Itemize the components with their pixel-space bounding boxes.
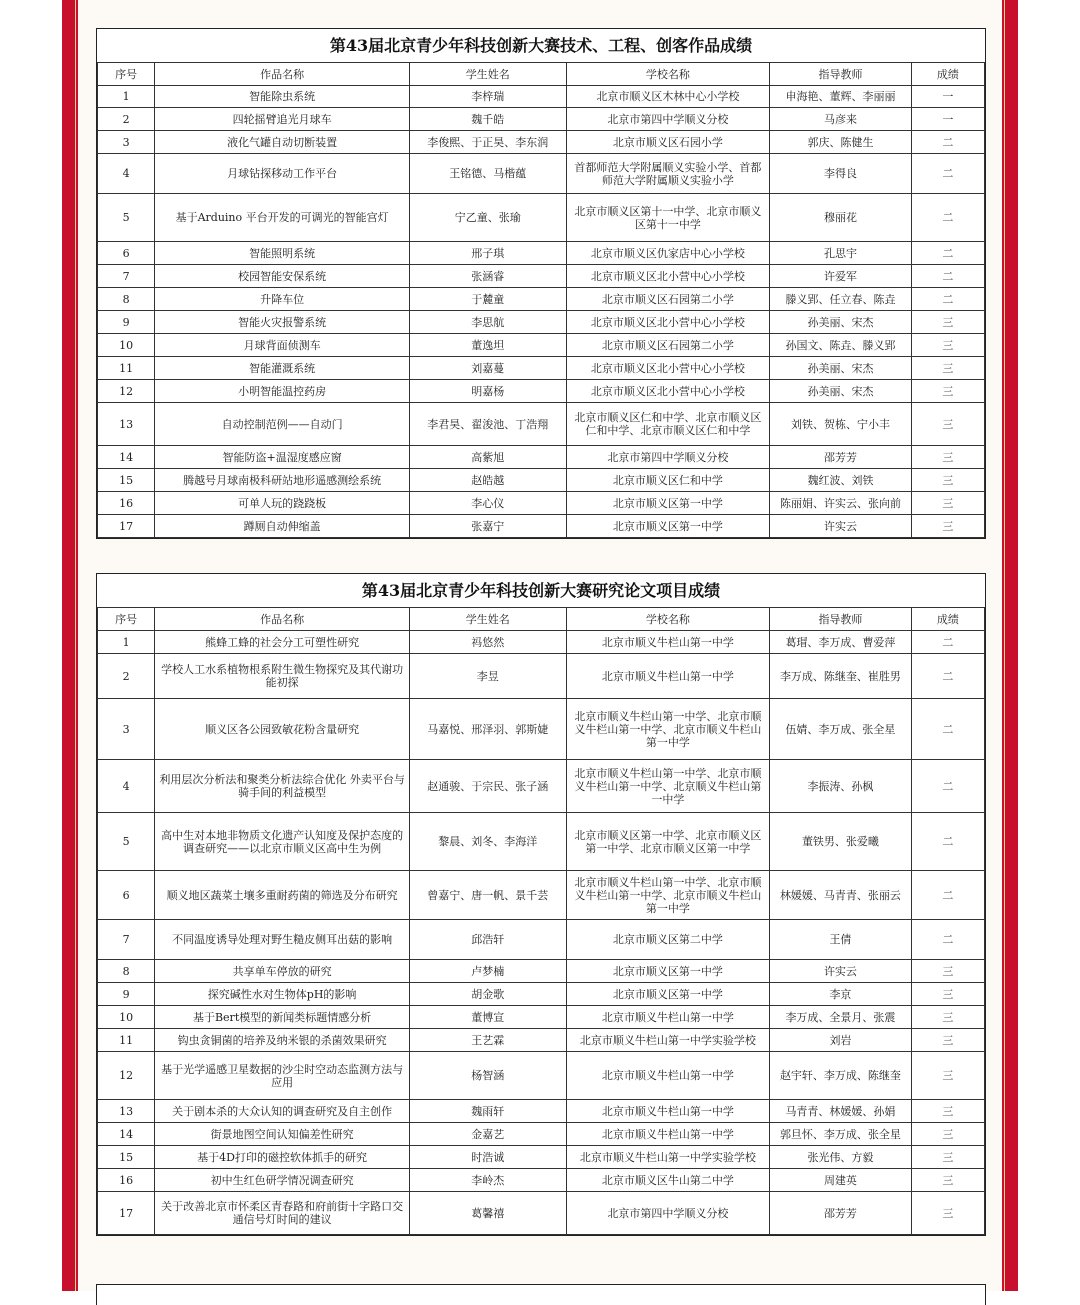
cell-student: 张涵睿 [410, 265, 567, 288]
cell-work-name: 熊蜂工蜂的社会分工可塑性研究 [155, 631, 410, 654]
cell-school: 北京市顺义牛栏山第一中学 [566, 631, 770, 654]
table-title: 第43届北京青少年科技创新大赛研究论文项目成绩 [98, 574, 985, 608]
table-row [98, 357, 985, 380]
cell-school: 北京市顺义牛栏山第一中学、北京市顺义牛栏山第一中学、北京市顺义牛栏山第一中学 [566, 699, 770, 760]
table-row [98, 1100, 985, 1123]
cell-student: 黎晨、刘冬、李海洋 [410, 813, 567, 871]
cell-student: 赵皓越 [410, 469, 567, 492]
cell-work-name: 基于光学遥感卫星数据的沙尘时空动态监测方法与应用 [155, 1052, 410, 1100]
cell-student: 宁乙童、张瑜 [410, 194, 567, 242]
cell-index: 2 [98, 654, 155, 699]
cell-index: 9 [98, 983, 155, 1006]
cell-student: 李心仪 [410, 492, 567, 515]
cell-work-name: 蹲厕自动伸缩盖 [155, 515, 410, 538]
cell-school: 北京市顺义区北小营中心小学校 [566, 311, 770, 334]
cell-school: 北京市顺义区第一中学 [566, 960, 770, 983]
cell-work-name: 初中生红色研学情况调查研究 [155, 1169, 410, 1192]
cell-school: 北京市第四中学顺义分校 [566, 108, 770, 131]
cell-school: 北京市顺义区北小营中心小学校 [566, 380, 770, 403]
cell-index: 7 [98, 265, 155, 288]
tech-engineering-results-table [96, 28, 986, 539]
cell-work-name: 基于Arduino 平台开发的可调光的智能宫灯 [155, 194, 410, 242]
cell-work-name: 智能防盗+温湿度感应窗 [155, 446, 410, 469]
cell-work-name: 高中生对本地非物质文化遗产认知度及保护态度的调查研究——以北京市顺义区高中生为例 [155, 813, 410, 871]
cell-school: 北京市顺义牛栏山第一中学 [566, 1006, 770, 1029]
left-red-border [62, 0, 78, 1291]
cell-school: 北京市顺义区牛山第二中学 [566, 1169, 770, 1192]
cell-school: 北京市第四中学顺义分校 [566, 446, 770, 469]
cell-work-name: 钩虫贪铜菌的培养及纳米银的杀菌效果研究 [155, 1029, 410, 1052]
cell-school: 北京市顺义区仇家店中心小学校 [566, 242, 770, 265]
cell-student: 杨智涵 [410, 1052, 567, 1100]
cell-index: 10 [98, 334, 155, 357]
cell-work-name: 学校人工水系植物根系附生微生物探究及其代谢功能初探 [155, 654, 410, 699]
cell-index: 14 [98, 1123, 155, 1146]
cell-teacher: 刘铁、贺栋、宁小丰 [770, 403, 911, 446]
cell-student: 李君昊、翟浚池、丁浩翔 [410, 403, 567, 446]
cell-teacher: 许爱军 [770, 265, 911, 288]
cell-teacher: 郭旦怀、李万成、张全星 [770, 1123, 911, 1146]
cell-teacher: 孙美丽、宋杰 [770, 311, 911, 334]
cell-grade: 二 [911, 154, 984, 194]
cell-grade: 二 [911, 131, 984, 154]
cell-grade: 三 [911, 983, 984, 1006]
cell-index: 6 [98, 242, 155, 265]
cell-work-name: 共享单车停放的研究 [155, 960, 410, 983]
research-paper-results-table [96, 573, 986, 1236]
cell-index: 15 [98, 469, 155, 492]
cell-grade: 二 [911, 265, 984, 288]
cell-school: 北京市顺义牛栏山第一中学 [566, 1123, 770, 1146]
cell-student: 卢梦楠 [410, 960, 567, 983]
col-header-teacher: 指导教师 [770, 63, 911, 86]
cell-school: 北京市顺义区第二中学 [566, 920, 770, 960]
cell-student: 葛馨禧 [410, 1192, 567, 1235]
cell-school: 北京市顺义区第一中学 [566, 492, 770, 515]
cell-work-name: 液化气罐自动切断装置 [155, 131, 410, 154]
cell-work-name: 基于Bert模型的新闻类标题情感分析 [155, 1006, 410, 1029]
cell-grade: 三 [911, 446, 984, 469]
cell-index: 7 [98, 920, 155, 960]
cell-teacher: 邵芳芳 [770, 446, 911, 469]
cell-student: 明嘉杨 [410, 380, 567, 403]
table-row [98, 311, 985, 334]
cell-teacher: 陈丽娟、许实云、张向前 [770, 492, 911, 515]
cell-school: 北京市顺义牛栏山第一中学 [566, 1052, 770, 1100]
col-header-school: 学校名称 [566, 608, 770, 631]
cell-grade: 三 [911, 334, 984, 357]
cell-work-name: 可单人玩的跷跷板 [155, 492, 410, 515]
col-header-index: 序号 [98, 608, 155, 631]
table-row [98, 242, 985, 265]
cell-work-name: 智能灌溉系统 [155, 357, 410, 380]
cell-school: 北京市顺义区第一中学、北京市顺义区第一中学、北京市顺义区第一中学 [566, 813, 770, 871]
header-row [98, 608, 985, 631]
cell-work-name: 腾越号月球南极科研站地形遥感测绘系统 [155, 469, 410, 492]
cell-index: 13 [98, 403, 155, 446]
cell-teacher: 张光伟、方毅 [770, 1146, 911, 1169]
col-header-student: 学生姓名 [410, 63, 567, 86]
cell-grade: 二 [911, 654, 984, 699]
cell-student: 马嘉悦、邢泽羽、郭斯婕 [410, 699, 567, 760]
table-row [98, 1146, 985, 1169]
cell-student: 李俊熙、于正昊、李东润 [410, 131, 567, 154]
table-row [98, 265, 985, 288]
cell-teacher: 赵宇轩、李万成、陈继奎 [770, 1052, 911, 1100]
col-header-teacher: 指导教师 [770, 608, 911, 631]
cell-index: 4 [98, 760, 155, 813]
cell-work-name: 顺义地区蔬菜土壤多重耐药菌的筛选及分布研究 [155, 871, 410, 920]
cell-work-name: 升降车位 [155, 288, 410, 311]
cell-teacher: 林媛媛、马青青、张丽云 [770, 871, 911, 920]
table-row [98, 960, 985, 983]
cell-school: 北京市顺义区北小营中心小学校 [566, 265, 770, 288]
table-row [98, 194, 985, 242]
cell-school: 北京市顺义区石园第二小学 [566, 288, 770, 311]
cell-index: 12 [98, 380, 155, 403]
cell-teacher: 穆丽花 [770, 194, 911, 242]
cell-index: 16 [98, 1169, 155, 1192]
cell-index: 2 [98, 108, 155, 131]
cell-teacher: 董铁男、张爱曦 [770, 813, 911, 871]
cell-work-name: 关于剧本杀的大众认知的调查研究及自主创作 [155, 1100, 410, 1123]
cell-teacher: 孙国文、陈垚、滕义郢 [770, 334, 911, 357]
cell-grade: 三 [911, 311, 984, 334]
cell-teacher: 孙美丽、宋杰 [770, 380, 911, 403]
cell-work-name: 基于4D打印的磁控软体抓手的研究 [155, 1146, 410, 1169]
table-row [98, 515, 985, 538]
col-header-work: 作品名称 [155, 63, 410, 86]
cell-index: 11 [98, 357, 155, 380]
cell-student: 李昱 [410, 654, 567, 699]
cell-index: 16 [98, 492, 155, 515]
cell-work-name: 顺义区各公园致敏花粉含量研究 [155, 699, 410, 760]
cell-teacher: 孔思宇 [770, 242, 911, 265]
results-table-1 [97, 29, 985, 538]
cell-grade: 三 [911, 380, 984, 403]
cell-school: 北京市顺义牛栏山第一中学实验学校 [566, 1029, 770, 1052]
cell-grade: 三 [911, 1100, 984, 1123]
table-row [98, 492, 985, 515]
table-row [98, 86, 985, 108]
table-row [98, 1029, 985, 1052]
cell-work-name: 月球背面侦测车 [155, 334, 410, 357]
table-row [98, 983, 985, 1006]
cell-student: 邱浩轩 [410, 920, 567, 960]
cell-grade: 三 [911, 492, 984, 515]
cell-teacher: 郭庆、陈健生 [770, 131, 911, 154]
cell-index: 17 [98, 515, 155, 538]
cell-student: 李岭杰 [410, 1169, 567, 1192]
cell-grade: 三 [911, 469, 984, 492]
cell-index: 14 [98, 446, 155, 469]
table-row [98, 131, 985, 154]
cell-work-name: 智能照明系统 [155, 242, 410, 265]
cell-student: 曾嘉宁、唐一帆、景千芸 [410, 871, 567, 920]
table-row [98, 699, 985, 760]
cell-teacher: 魏红波、刘铁 [770, 469, 911, 492]
cell-grade: 一 [911, 108, 984, 131]
cell-teacher: 刘岩 [770, 1029, 911, 1052]
cell-grade: 二 [911, 194, 984, 242]
cell-index: 13 [98, 1100, 155, 1123]
cell-student: 李思航 [410, 311, 567, 334]
cell-teacher: 申海艳、董辉、李丽丽 [770, 86, 911, 108]
cell-student: 金嘉艺 [410, 1123, 567, 1146]
cell-index: 1 [98, 631, 155, 654]
cell-work-name: 智能火灾报警系统 [155, 311, 410, 334]
cell-grade: 三 [911, 357, 984, 380]
cell-school: 北京市顺义区仁和中学、北京市顺义区仁和中学、北京市顺义区仁和中学 [566, 403, 770, 446]
cell-index: 3 [98, 699, 155, 760]
cell-index: 9 [98, 311, 155, 334]
table-row [98, 813, 985, 871]
cell-grade: 二 [911, 920, 984, 960]
cell-student: 董博宣 [410, 1006, 567, 1029]
cell-student: 赵通骏、于宗民、张子涵 [410, 760, 567, 813]
cell-student: 邢子琪 [410, 242, 567, 265]
cell-grade: 三 [911, 1006, 984, 1029]
cell-work-name: 小明智能温控药房 [155, 380, 410, 403]
cell-student: 王铭德、马楷蕴 [410, 154, 567, 194]
cell-teacher: 许实云 [770, 960, 911, 983]
cell-teacher: 马彦来 [770, 108, 911, 131]
cell-work-name: 不同温度诱导处理对野生糙皮侧耳出菇的影响 [155, 920, 410, 960]
right-red-border [1002, 0, 1018, 1291]
cell-work-name: 街景地图空间认知偏差性研究 [155, 1123, 410, 1146]
cell-student: 董逸坦 [410, 334, 567, 357]
cell-school: 首都师范大学附属顺义实验小学、首都师范大学附属顺义实验小学 [566, 154, 770, 194]
cell-work-name: 自动控制范例——自动门 [155, 403, 410, 446]
cell-work-name: 利用层次分析法和聚类分析法综合优化 外卖平台与骑手间的利益模型 [155, 760, 410, 813]
table-title: 第43届北京青少年科技创新大赛技术、工程、创客作品成绩 [98, 29, 985, 63]
cell-school: 北京市顺义牛栏山第一中学 [566, 1100, 770, 1123]
cell-index: 3 [98, 131, 155, 154]
cell-index: 8 [98, 960, 155, 983]
cell-grade: 三 [911, 1192, 984, 1235]
cell-teacher: 伍婧、李万成、张全星 [770, 699, 911, 760]
cell-grade: 二 [911, 631, 984, 654]
cell-student: 王艺霖 [410, 1029, 567, 1052]
table-row [98, 1123, 985, 1146]
cell-teacher: 周建英 [770, 1169, 911, 1192]
cell-student: 魏雨轩 [410, 1100, 567, 1123]
cell-grade: 三 [911, 1029, 984, 1052]
cell-grade: 三 [911, 1169, 984, 1192]
results-table-2 [97, 574, 985, 1235]
cell-student: 时浩诚 [410, 1146, 567, 1169]
cell-grade: 二 [911, 242, 984, 265]
cell-school: 北京市顺义区石园第二小学 [566, 334, 770, 357]
cell-teacher: 孙美丽、宋杰 [770, 357, 911, 380]
cell-school: 北京市顺义牛栏山第一中学 [566, 654, 770, 699]
cell-work-name: 月球钻探移动工作平台 [155, 154, 410, 194]
cell-index: 15 [98, 1146, 155, 1169]
table-row [98, 654, 985, 699]
cell-index: 4 [98, 154, 155, 194]
cell-index: 6 [98, 871, 155, 920]
cell-school: 北京市顺义牛栏山第一中学实验学校 [566, 1146, 770, 1169]
cell-school: 北京市顺义区第一中学 [566, 515, 770, 538]
cell-index: 5 [98, 813, 155, 871]
cell-index: 8 [98, 288, 155, 311]
cell-school: 北京市顺义区北小营中心小学校 [566, 357, 770, 380]
cell-school: 北京市顺义区木林中心小学校 [566, 86, 770, 108]
cell-index: 1 [98, 86, 155, 108]
cell-grade: 三 [911, 960, 984, 983]
cell-grade: 二 [911, 813, 984, 871]
cell-student: 于麓童 [410, 288, 567, 311]
cell-teacher: 邵芳芳 [770, 1192, 911, 1235]
table-row [98, 631, 985, 654]
cell-index: 11 [98, 1029, 155, 1052]
table-row [98, 871, 985, 920]
cell-grade: 三 [911, 1146, 984, 1169]
table-row [98, 288, 985, 311]
table-row [98, 403, 985, 446]
cell-grade: 二 [911, 699, 984, 760]
table-row [98, 334, 985, 357]
cell-school: 北京市顺义牛栏山第一中学、北京市顺义牛栏山第一中学、北京市顺义牛栏山第一中学 [566, 871, 770, 920]
table-row [98, 920, 985, 960]
cell-work-name: 探究碱性水对生物体pH的影响 [155, 983, 410, 1006]
cell-index: 5 [98, 194, 155, 242]
cell-student: 高紫旭 [410, 446, 567, 469]
cell-grade: 二 [911, 871, 984, 920]
cell-index: 12 [98, 1052, 155, 1100]
col-header-work: 作品名称 [155, 608, 410, 631]
table-row [98, 154, 985, 194]
table-row [98, 1006, 985, 1029]
cell-teacher: 李万成、全景月、张震 [770, 1006, 911, 1029]
col-header-index: 序号 [98, 63, 155, 86]
cell-teacher: 许实云 [770, 515, 911, 538]
col-header-school: 学校名称 [566, 63, 770, 86]
header-row [98, 63, 985, 86]
cell-teacher: 滕义郢、任立春、陈垚 [770, 288, 911, 311]
cell-grade: 三 [911, 515, 984, 538]
cell-index: 10 [98, 1006, 155, 1029]
next-table-partial [96, 1284, 986, 1305]
cell-work-name: 关于改善北京市怀柔区青春路和府前街十字路口交通信号灯时间的建议 [155, 1192, 410, 1235]
col-header-grade: 成绩 [911, 608, 984, 631]
cell-teacher: 马青青、林媛媛、孙娟 [770, 1100, 911, 1123]
cell-work-name: 智能除虫系统 [155, 86, 410, 108]
cell-school: 北京市顺义区第一中学 [566, 983, 770, 1006]
table-row [98, 760, 985, 813]
cell-teacher: 李振涛、孙枫 [770, 760, 911, 813]
cell-teacher: 李京 [770, 983, 911, 1006]
table-row [98, 1169, 985, 1192]
cell-work-name: 校园智能安保系统 [155, 265, 410, 288]
table-row [98, 469, 985, 492]
cell-grade: 一 [911, 86, 984, 108]
cell-grade: 二 [911, 288, 984, 311]
cell-student: 祃悠然 [410, 631, 567, 654]
table-row [98, 108, 985, 131]
cell-student: 魏千皓 [410, 108, 567, 131]
cell-grade: 三 [911, 1123, 984, 1146]
col-header-student: 学生姓名 [410, 608, 567, 631]
cell-school: 北京市顺义区第十一中学、北京市顺义区第十一中学 [566, 194, 770, 242]
cell-grade: 三 [911, 403, 984, 446]
cell-teacher: 李万成、陈继奎、崔胜男 [770, 654, 911, 699]
cell-school: 北京市第四中学顺义分校 [566, 1192, 770, 1235]
cell-school: 北京市顺义区仁和中学 [566, 469, 770, 492]
table-row [98, 1052, 985, 1100]
table-row [98, 380, 985, 403]
table-row [98, 446, 985, 469]
cell-teacher: 李得良 [770, 154, 911, 194]
cell-school: 北京市顺义区石园小学 [566, 131, 770, 154]
col-header-grade: 成绩 [911, 63, 984, 86]
cell-teacher: 葛瑁、李万成、曹爱萍 [770, 631, 911, 654]
cell-grade: 二 [911, 760, 984, 813]
cell-school: 北京市顺义牛栏山第一中学、北京市顺义牛栏山第一中学、北京顺义牛栏山第一中学 [566, 760, 770, 813]
cell-student: 胡金歌 [410, 983, 567, 1006]
cell-grade: 三 [911, 1052, 984, 1100]
cell-student: 李梓瑞 [410, 86, 567, 108]
cell-teacher: 王倩 [770, 920, 911, 960]
table-row [98, 1192, 985, 1235]
cell-student: 张嘉宁 [410, 515, 567, 538]
cell-student: 刘嘉蔓 [410, 357, 567, 380]
cell-index: 17 [98, 1192, 155, 1235]
cell-work-name: 四轮摇臂追光月球车 [155, 108, 410, 131]
